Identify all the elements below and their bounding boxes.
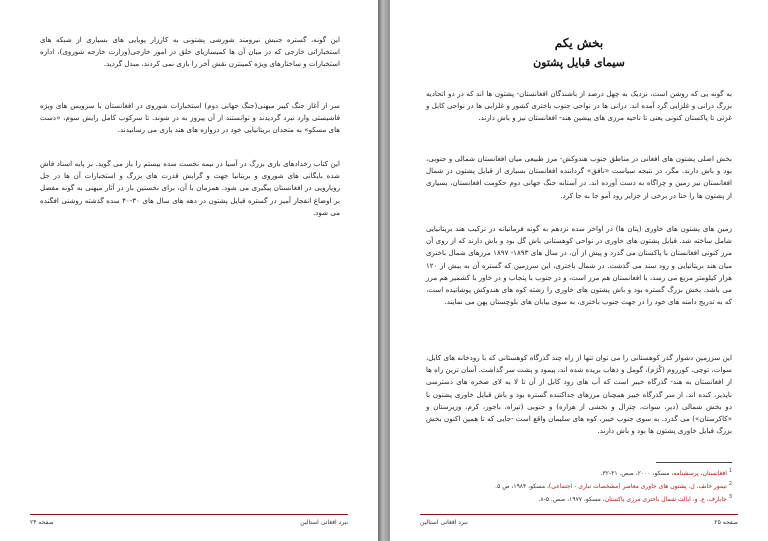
footnote-2-detail: ، مسکو، ۱۹۸۴، ص ۵. (495, 483, 549, 490)
left-page (0, 0, 378, 541)
book-gutter (378, 0, 390, 541)
chapter-title: بخش یکم (554, 36, 604, 50)
footnote-2 (495, 479, 732, 492)
footnote-separator (656, 462, 732, 463)
footnote-1-number: 1 (728, 468, 732, 474)
left-footer-book-title: نبرد افغانی استالین (300, 519, 348, 526)
footnote-2-source: تیمور خانف، ل. پشتون های خاوری معاصر (مشخصات تباری - اجتماعی) (548, 483, 727, 490)
left-paragraph-2: سر از آغاز جنگ کبیر میهنی(جنگ جهانی دوم) استخبارات شوروی در افغانستان با سرویس های ویژه فاشیستی وارد نبرد گردیدند و توانستند از آن پیروز به در شوند. تا سرکوب کامل رایش سوم، «دست های مسکو» به متحدان بریتانیایی خود در دروازه های هند یاری می رسانیدند. (40, 101, 340, 135)
footnote-2-number: 2 (728, 481, 732, 487)
chapter-subtitle: سیمای قبایل پشتون (533, 56, 625, 69)
right-footer-rule (420, 514, 738, 515)
footnote-1 (601, 466, 732, 479)
footnote-1-detail: ، مسکو، ۲۰۰۰، صص. ۳۱-۳۲. (600, 470, 674, 477)
right-page (390, 0, 768, 541)
right-footer-page-number: صفحه ۲۵ (714, 519, 738, 526)
left-paragraph-3: این کتاب رخدادهای بازی بزرگ در آسیا در نیمه نخست سده بیستم را باز می گوید. بر پایه اسناد فاش شده بایگانی های شوروی و بریتانیا جهت و گرایش قدرت های بزرگ و استخبارات آن ها در حل رویارویی در افغانستان پیگیری می شود. همزمان با آن، برای نخستین بار در آثار میهنی به گونه مفصل بر اوضاع انفجار آمیز در گستره قبایل پشتون در دهه های سال های ۳۰-۴۰ سده گذشته روشنی افگنده می شود. (40, 159, 340, 217)
footnote-3-detail: ، مسکو، ۱۹۷۷، صص. ۵-۸. (538, 496, 605, 503)
right-paragraph-2: بخش اصلی پشتون های افغانی در مناطق جنوب هندوکش- مرز طبیعی میان افغانستان شمالی و جنوبی، بود و باش دارند. مگر، در نتیجه سیاست «نافق» گرداننده افغانستان بسیاری از قبایل پشتون در شمال افغانستان نیز زمین و چراگاه به دست آورده اند. در آستانه جنگ جهانی دوم حکومت افغانستان، بسیاری از پشتون ها را حتا در برخی از جزایر رود آمو جا به جا کرد. (426, 154, 732, 200)
right-paragraph-3: زمین های پشتون های خاوری (پتان ها) در اواخر سده نزدهم به گونه فرمانبانه در ترکیب هند بریتانیایی شامل ساخته شد. قبایل پشتون های خاوری در نواحی کوهستانی باش گل بود و باش دارند که از روی آن مرز کنونی افغانستان با پاکستان می گذرد و پیش از آن، در سال های ۱۸۹۳- ۱۸۹۷ مرزهای شمال باختری میان هند بریتانیایی و رود سند می گذشت. در شمال باختری، این سرزمین که گستره آن به بیش از ۱۲۰ هزار کیلومتر مربع می رسد، با افغانستان هم مرز است، و در جنوب با پنجاب و در خاور با کشمیر هم مرز می باشد. بخش بزرگ گستره بود و باش پشتون های خاوری را رشته کوه های هندوکش پوشانیده است، که به تدریج دامنه های خود را در جهت جنوب باختری، به سوی بیابان های بلوچستان پهن می نمایند. (426, 224, 733, 307)
left-footer-rule (30, 514, 348, 515)
footnote-1-source: افغانستان، پرسشنامه (673, 470, 727, 477)
right-footer-book-title: نبرد افغانی استالین (420, 519, 468, 526)
footnote-3 (538, 492, 732, 505)
left-footer-page-number: صفحه ۲۴ (30, 519, 54, 526)
footnote-3-number: 3 (728, 494, 732, 500)
left-paragraph-1: این گونه، گستره جنبش نیرومند شورشی پشتونی به کارزار پویایی های بسیاری از شبکه های استخباراتی خارجی که در میان آن ها کمیساریای خلق در امور خارجی(وزارت خارجه شوروی)، اداره استخبارات و ساختارهای ویژه کمینترن نقش آخر را بازی نمی کردند، مبدل گردید. (40, 35, 340, 69)
right-paragraph-1: به گونه یی که روشن است، نزدیک به چهل درصد از باشندگان افغانستان- پشتون ها اند که در دو اتحادیه بزرگ درانی و غلزایی گرد آمده اند. درانی ها در نواحی جنوب باختری کشور و غلزایی ها در نواحی کابل و غزنی تا پاکستان کنونی یعنی تا ناحیه مرزی های پیشین هند- افغانستان نیز و باش دارند. (426, 89, 732, 123)
footnote-3-source: جابارف، ع. و. ایالت شمال باختری مرزی پاکستان (604, 496, 727, 503)
right-paragraph-4: این سرزمین دشوار گذر کوهستانی را می توان تنها از راه چند گذرگاه کوهستانی که با رودخانه های کابل، سوات، توچی، کورروم (کُرَم)، گومل و ذهاب بریده شده اند، پیمود و پشت سر گذاشت. آسان ترین راه ها از افغانستان به هند- گذرگاه خیبر است که آب های رود کابل از آن تا لا به لای صخره های دسترسی ناپذیر، کنده اند. از سر گذرگاه خیبر همچنان مرزهای جداکننده گستره بود و باش قبایل خاوری پشتون با دو بخش شمالی (دیر، سوات، چترال و بخشی از هزاره) و جنوبی (تیراه، باجور، کرم، وزیرستان و «کاکرستان») می گذرد. به سوی جنوب خیبر، کوه های سلیمان واقع است -جایی که تا همین اکنون بخش بزرگ قبایل خاوری پشتون ها بود و باش دارند. (426, 353, 732, 436)
